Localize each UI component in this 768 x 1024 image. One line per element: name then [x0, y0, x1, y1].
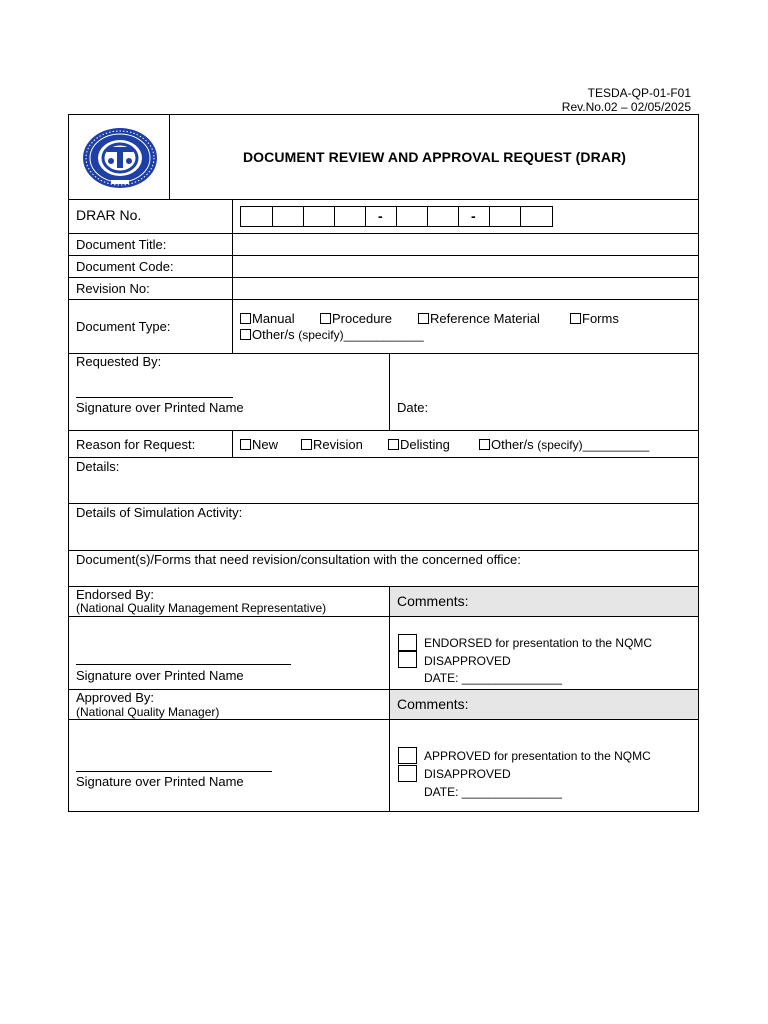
- approved-disapproved-checkbox[interactable]: [398, 765, 417, 782]
- checkbox[interactable]: [301, 439, 312, 450]
- drar-no-label: DRAR No.: [76, 207, 142, 223]
- details-label: Details:: [76, 459, 120, 474]
- requested-by-label: Requested By:: [76, 354, 162, 369]
- reason-new-option[interactable]: [240, 437, 278, 452]
- doc-type-other-option[interactable]: [240, 327, 424, 343]
- drar-separator: -: [471, 208, 476, 224]
- revision-date: Rev.No.02 – 02/05/2025: [561, 100, 691, 114]
- endorsed-signature-label: Signature over Printed Name: [76, 668, 244, 683]
- endorsed-comments-label: Comments:: [397, 593, 469, 609]
- option-label: Delisting: [400, 437, 450, 452]
- reason-delisting-option[interactable]: [388, 437, 450, 452]
- option-label: Procedure: [332, 311, 392, 326]
- drar-digit-cell[interactable]: [272, 206, 304, 227]
- divider: [68, 430, 699, 431]
- option-label: Other/s: [491, 437, 534, 452]
- checkbox[interactable]: [479, 439, 490, 450]
- divider: [68, 503, 699, 504]
- divider: [68, 457, 699, 458]
- endorsed-option-label: ENDORSED for presentation to the NQMC: [424, 636, 653, 650]
- approved-option-label: APPROVED for presentation to the NQMC: [424, 749, 651, 763]
- drar-digit-cell[interactable]: [427, 206, 459, 227]
- endorsed-disapproved-checkbox[interactable]: [398, 651, 417, 668]
- drar-digit-cell[interactable]: [334, 206, 366, 227]
- documents-revision-label: Document(s)/Forms that need revision/consultation with the concerned office:: [76, 552, 521, 567]
- doc-type-procedure-option[interactable]: [320, 311, 392, 326]
- option-label: Other/s: [252, 327, 295, 342]
- doc-type-manual-option[interactable]: [240, 311, 295, 326]
- disapproved-option-label: DISAPPROVED: [424, 767, 511, 781]
- option-label: New: [252, 437, 279, 452]
- drar-digit-cell[interactable]: [520, 206, 553, 227]
- option-label: Manual: [252, 311, 295, 326]
- checkbox[interactable]: [240, 313, 251, 324]
- specify-blank: (specify)__________: [537, 438, 650, 452]
- drar-separator: -: [378, 208, 383, 224]
- signature-line[interactable]: [76, 397, 233, 398]
- drar-digit-cell[interactable]: [489, 206, 521, 227]
- requested-signature-label: Signature over Printed Name: [76, 400, 244, 415]
- divider: [68, 586, 699, 587]
- drar-digit-cell[interactable]: [303, 206, 335, 227]
- divider: [68, 550, 699, 551]
- option-label: Revision: [313, 437, 363, 452]
- requested-date-label: Date:: [397, 400, 429, 415]
- divider: [68, 299, 699, 300]
- reason-other-option[interactable]: [479, 437, 649, 453]
- document-title-label: Document Title:: [76, 237, 167, 252]
- divider: [68, 616, 699, 617]
- form-title: DOCUMENT REVIEW AND APPROVAL REQUEST (DRAR): [242, 149, 627, 165]
- divider: [389, 353, 390, 430]
- document-type-label: Document Type:: [76, 319, 171, 334]
- tesda-logo-seal: [81, 127, 159, 189]
- divider: [389, 586, 390, 812]
- document-code-field[interactable]: [233, 256, 698, 277]
- doc-type-forms-option[interactable]: [570, 311, 619, 326]
- doc-type-reference-option[interactable]: [418, 311, 540, 326]
- specify-blank: (specify)____________: [298, 328, 424, 342]
- divider: [68, 199, 699, 200]
- divider: [232, 430, 233, 457]
- endorsed-checkbox[interactable]: [398, 634, 417, 651]
- divider: [68, 353, 699, 354]
- approved-role: (National Quality Manager): [76, 705, 220, 719]
- drar-digit-cell[interactable]: [396, 206, 428, 227]
- option-label: Reference Material: [430, 311, 540, 326]
- checkbox[interactable]: [240, 329, 251, 340]
- form-code: TESDA-QP-01-F01: [587, 86, 691, 100]
- document-code-label: Document Code:: [76, 259, 174, 274]
- revision-no-field[interactable]: [233, 278, 698, 299]
- reason-label: Reason for Request:: [76, 437, 196, 452]
- disapproved-option-label: DISAPPROVED: [424, 654, 511, 668]
- approved-checkbox[interactable]: [398, 747, 417, 764]
- signature-line[interactable]: [76, 771, 272, 772]
- checkbox[interactable]: [388, 439, 399, 450]
- simulation-details-label: Details of Simulation Activity:: [76, 505, 243, 520]
- endorsed-by-label: Endorsed By:: [76, 587, 155, 602]
- document-title-field[interactable]: [233, 234, 698, 255]
- endorsed-date-line[interactable]: DATE: _______________: [424, 671, 562, 685]
- drar-digit-cell[interactable]: [240, 206, 273, 227]
- approved-by-label: Approved By:: [76, 690, 155, 705]
- reason-revision-option[interactable]: [301, 437, 363, 452]
- signature-line[interactable]: [76, 664, 291, 665]
- checkbox[interactable]: [240, 439, 251, 450]
- approved-date-line[interactable]: DATE: _______________: [424, 785, 562, 799]
- approved-signature-label: Signature over Printed Name: [76, 774, 244, 789]
- option-label: Forms: [582, 311, 619, 326]
- checkbox[interactable]: [320, 313, 331, 324]
- divider: [68, 689, 699, 690]
- checkbox[interactable]: [418, 313, 429, 324]
- checkbox[interactable]: [570, 313, 581, 324]
- revision-no-label: Revision No:: [76, 281, 150, 296]
- approved-comments-label: Comments:: [397, 696, 469, 712]
- endorsed-role: (National Quality Management Representative): [76, 601, 327, 615]
